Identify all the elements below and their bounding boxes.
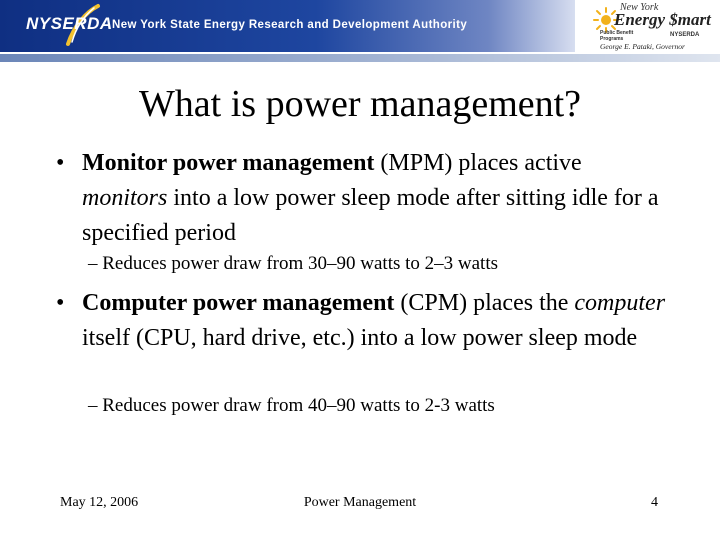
es-public-benefit-line2: Programs [600, 36, 624, 42]
es-energy-smart: Energy $mart [614, 10, 711, 29]
es-public-benefit-line1: Public Benefit [600, 30, 634, 36]
bullet-italic: computer [574, 290, 666, 316]
sub-bullet-cpm: – Reduces power draw from 40–90 watts to 2-3 watts [88, 395, 495, 416]
es-new-york: New York [620, 2, 659, 13]
bullet-marker: • [56, 290, 65, 316]
bullet-text-part: (MPM) places active [374, 150, 582, 176]
bullet-bold: Monitor power management [82, 150, 375, 176]
page-number: 4 [651, 495, 658, 510]
agency-name: New York State Energy Research and Development Authority [112, 19, 468, 31]
header-banner [0, 0, 720, 64]
bullet-italic: monitors [82, 185, 168, 211]
bullet-text [82, 286, 672, 356]
bullet-bold: Computer power management [82, 290, 395, 316]
banner-stripe [0, 54, 720, 62]
bullet-text [82, 146, 672, 251]
nyserda-logo-text: NYSERDA [26, 14, 113, 33]
energy-smart-logo [592, 2, 712, 54]
es-nyserda: NYSERDA [670, 32, 700, 38]
bullet-text-part: itself (CPU, hard drive, etc.) into a low power sleep mode [82, 325, 638, 351]
bullet-text-part: (CPM) places the [394, 290, 575, 316]
es-governor: George E. Pataki, Governor [600, 42, 685, 51]
slide-title: What is power management? [138, 83, 582, 125]
footer-title: Power Management [303, 495, 417, 510]
bullet-text-part: into a low power sleep mode after sitting idle for a specified period [82, 185, 659, 246]
sub-bullet-mpm: – Reduces power draw from 30–90 watts to 2–3 watts [88, 253, 499, 274]
es-public-benefit [600, 30, 633, 42]
bullet-marker: • [56, 150, 65, 176]
footer-date: May 12, 2006 [60, 495, 139, 510]
